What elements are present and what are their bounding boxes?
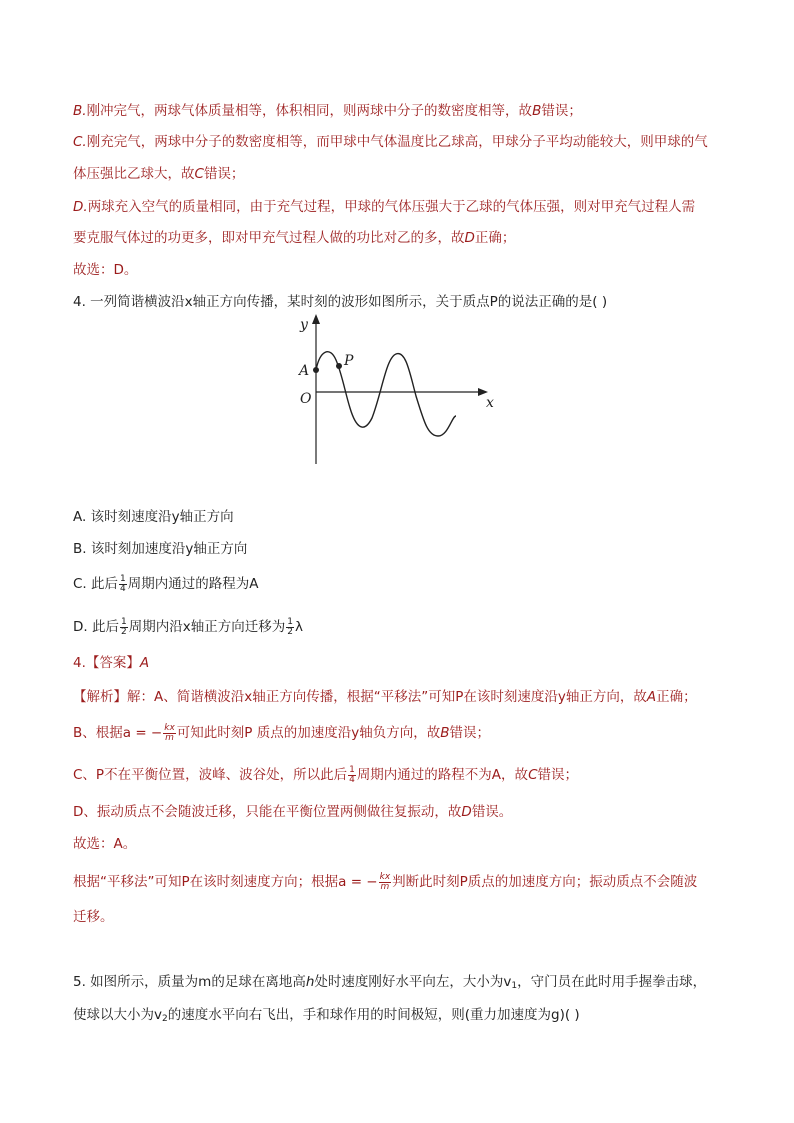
label-y: y bbox=[300, 317, 308, 333]
prev-solution-c-line1: C.刚充完气，两球中分子的数密度相等，而甲球中气体温度比乙球高，甲球分子平均动能较大，则甲球的气 bbox=[73, 134, 708, 150]
fraction: $\frac{kx}{m}$ bbox=[164, 722, 175, 743]
q4-analysis-d: D、振动质点不会随波迁移，只能在平衡位置两侧做往复振动，故D错误。 bbox=[73, 804, 513, 820]
prev-solution-conclusion: 故选：D。 bbox=[73, 262, 138, 278]
point-a bbox=[313, 367, 319, 373]
q4-wave-figure bbox=[290, 312, 500, 472]
prev-solution-b: B.刚冲完气，两球气体质量相等，体积相同，则两球中分子的数密度相等，故B错误； bbox=[73, 103, 582, 119]
label-o: O bbox=[300, 391, 312, 407]
q4-answer: 4.【答案】A bbox=[73, 655, 150, 671]
label-x: x bbox=[486, 395, 494, 411]
label-p: P bbox=[344, 353, 354, 369]
prev-solution-d-line1: D.两球充入空气的质量相同，由于充气过程，甲球的气体压强大于乙球的气体压强，则对甲充气过程人需 bbox=[73, 199, 696, 215]
q4-analysis-b: B、根据a = − $\frac{kx}{m}$ 可知此时刻P 质点的加速度沿y轴负方向，故B错误； bbox=[73, 722, 490, 743]
fraction: $\frac{1}{4}$ bbox=[120, 573, 126, 594]
fraction: $\frac{1}{2}$ bbox=[120, 616, 127, 637]
q4-option-b: B. 该时刻加速度沿y轴正方向 bbox=[73, 541, 248, 557]
q4-option-a: A. 该时刻速度沿y轴正方向 bbox=[73, 509, 234, 525]
label-a: A bbox=[299, 363, 310, 379]
q4-summary-line2: 迁移。 bbox=[73, 909, 114, 925]
q4-analysis-c: C、P不在平衡位置，波峰、波谷处，所以此后 $\frac{1}{4}$ 周期内通过的路程不为A，故C错误； bbox=[73, 764, 578, 785]
q5-line2: 使球以大小为$v_2$的速度水平向右飞出，手和球作用的时间极短，则(重力加速度为g)( ) bbox=[73, 1007, 580, 1024]
prev-solution-c-line2: 体压强比乙球大，故C错误； bbox=[73, 166, 245, 182]
q4-option-d: D. 此后 $\frac{1}{2}$ 周期内沿x轴正方向迁移为 $\frac{1}{2}$ λ bbox=[73, 616, 303, 637]
q5-line1: 5. 如图所示，质量为m的足球在离地高h处时速度刚好水平向左，大小为$v_1$，守门员在此时用手握拳击球， bbox=[73, 974, 707, 991]
y-axis-arrow bbox=[312, 314, 320, 324]
point-p bbox=[336, 363, 342, 369]
q4-summary-line1: 根据“平移法”可知P在该时刻速度方向；根据a = − $\frac{kx}{m}$ 判断此时刻P质点的加速度方向；振动质点不会随波 bbox=[73, 871, 698, 892]
prev-solution-d-line2: 要克服气体过的功更多，即对甲充气过程人做的功比对乙的多，故D正确； bbox=[73, 230, 516, 246]
q4-stem: 4. 一列简谐横波沿x轴正方向传播，某时刻的波形如图所示，关于质点P的说法正确的是( ) bbox=[73, 294, 608, 310]
fraction: $\frac{kx}{m}$ bbox=[379, 871, 391, 892]
q4-analysis-a: 【解析】解：A、简谐横波沿x轴正方向传播，根据“平移法”可知P在该时刻速度沿y轴正方向，故A正确； bbox=[73, 689, 697, 705]
q4-option-c: C. 此后 $\frac{1}{4}$ 周期内通过的路程为A bbox=[73, 573, 259, 594]
fraction: $\frac{1}{2}$ bbox=[287, 616, 293, 637]
q4-conclusion: 故选：A。 bbox=[73, 836, 137, 852]
fraction: $\frac{1}{4}$ bbox=[349, 764, 355, 785]
